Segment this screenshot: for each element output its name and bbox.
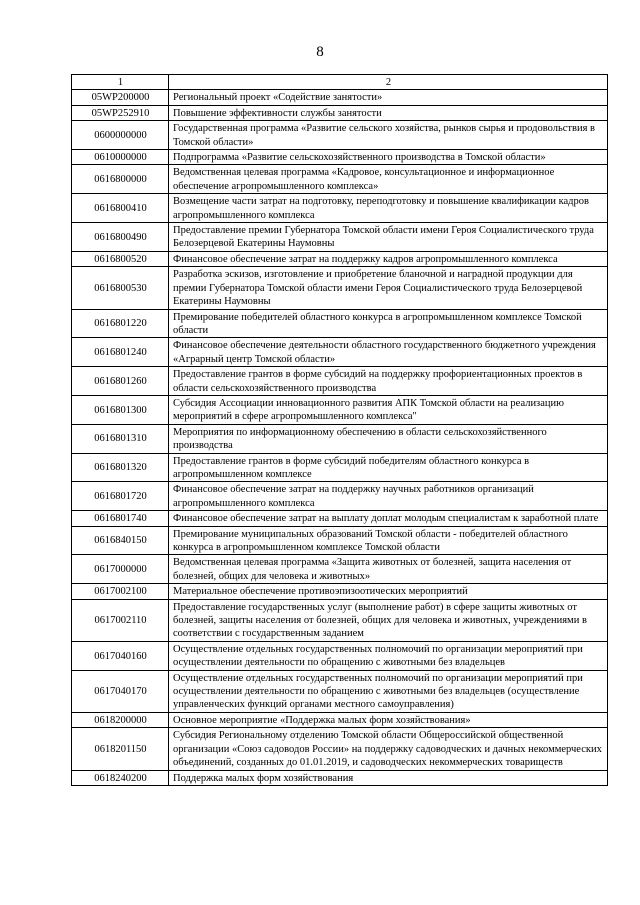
- table-header-row: [72, 75, 608, 90]
- row-code: 05WP200000: [72, 90, 169, 105]
- row-code: 0616840150: [72, 526, 169, 555]
- row-code: 0616801310: [72, 424, 169, 453]
- table-row: [72, 712, 608, 727]
- table-row: [72, 105, 608, 120]
- row-code: 05WP252910: [72, 105, 169, 120]
- row-name: Ведомственная целевая программа «Кадровое, консультационное и информационное обеспечение агропромышленного комплекса»: [169, 165, 608, 194]
- column-header-name: 2: [169, 75, 608, 90]
- row-code: 0616800530: [72, 267, 169, 309]
- row-name: Предоставление премии Губернатора Томской области имени Героя Социалистического труда Белозерцевой Екатерины Наумовны: [169, 223, 608, 252]
- row-name: Возмещение части затрат на подготовку, переподготовку и повышение квалификации кадров агропромышленного комплекса: [169, 194, 608, 223]
- row-code: 0617040160: [72, 641, 169, 670]
- row-name: Осуществление отдельных государственных полномочий по организации мероприятий при осуществлении деятельности по обращению с животными без владельцев: [169, 641, 608, 670]
- row-name: Ведомственная целевая программа «Защита животных от болезней, защита населения от болезней, общих для человека и животных»: [169, 555, 608, 584]
- table-row: [72, 194, 608, 223]
- table-row: [72, 453, 608, 482]
- row-code: 0600000000: [72, 121, 169, 150]
- table-row: [72, 223, 608, 252]
- row-name: Государственная программа «Развитие сельского хозяйства, рынков сырья и продовольствия в Томской области»: [169, 121, 608, 150]
- row-code: 0616800490: [72, 223, 169, 252]
- table-row: [72, 511, 608, 526]
- row-code: 0616801260: [72, 367, 169, 396]
- row-code: 0616800410: [72, 194, 169, 223]
- row-name: Мероприятия по информационному обеспечению в области сельскохозяйственного производства: [169, 424, 608, 453]
- table-row: [72, 555, 608, 584]
- budget-codes-table: [71, 74, 608, 786]
- row-name: Повышение эффективности службы занятости: [169, 105, 608, 120]
- row-name: Основное мероприятие «Поддержка малых форм хозяйствования»: [169, 712, 608, 727]
- table-row: [72, 599, 608, 641]
- table-row: [72, 482, 608, 511]
- column-header-code: 1: [72, 75, 169, 90]
- row-name: Разработка эскизов, изготовление и приобретение бланочной и наградной продукции для премии Губернатора Томской области имени Героя Социалистического труда Белозерцевой Екатерины Наумовны: [169, 267, 608, 309]
- row-name: Подпрограмма «Развитие сельскохозяйственного производства в Томской области»: [169, 150, 608, 165]
- row-code: 0616801320: [72, 453, 169, 482]
- table-row: [72, 395, 608, 424]
- row-code: 0616801220: [72, 309, 169, 338]
- row-name: Финансовое обеспечение затрат на поддержку кадров агропромышленного комплекса: [169, 251, 608, 266]
- row-code: 0617002100: [72, 584, 169, 599]
- row-name: Предоставление грантов в форме субсидий победителям областного конкурса в агропромышленном комплексе: [169, 453, 608, 482]
- table-row: [72, 526, 608, 555]
- row-name: Региональный проект «Содействие занятости»: [169, 90, 608, 105]
- table-row: [72, 165, 608, 194]
- row-code: 0616801300: [72, 395, 169, 424]
- row-code: 0616801740: [72, 511, 169, 526]
- row-code: 0618200000: [72, 712, 169, 727]
- row-name: Финансовое обеспечение затрат на выплату доплат молодым специалистам к заработной плате: [169, 511, 608, 526]
- table-row: [72, 338, 608, 367]
- table-row: [72, 309, 608, 338]
- row-code: 0616800000: [72, 165, 169, 194]
- row-name: Премирование победителей областного конкурса в агропромышленном комплексе Томской области: [169, 309, 608, 338]
- table-row: [72, 728, 608, 770]
- row-name: Осуществление отдельных государственных полномочий по организации мероприятий при осуществлении деятельности по обращению с животными без владельцев (осуществление управленческих функций органами местного самоуправления): [169, 670, 608, 712]
- table-row: [72, 670, 608, 712]
- row-name: Финансовое обеспечение затрат на поддержку научных работников организаций агропромышленного комплекса: [169, 482, 608, 511]
- row-name: Предоставление грантов в форме субсидий на поддержку профориентационных проектов в области сельскохозяйственного производства: [169, 367, 608, 396]
- table-row: [72, 584, 608, 599]
- row-code: 0618201150: [72, 728, 169, 770]
- table-row: [72, 641, 608, 670]
- row-code: 0616801720: [72, 482, 169, 511]
- table-row: [72, 367, 608, 396]
- row-name: Финансовое обеспечение деятельности областного государственного бюджетного учреждения «Аграрный центр Томской области»: [169, 338, 608, 367]
- table-row: [72, 150, 608, 165]
- table-row: [72, 424, 608, 453]
- row-code: 0616800520: [72, 251, 169, 266]
- row-code: 0617000000: [72, 555, 169, 584]
- row-name: Премирование муниципальных образований Томской области - победителей областного конкурса в агропромышленном комплексе Томской области: [169, 526, 608, 555]
- row-code: 0610000000: [72, 150, 169, 165]
- table-row: [72, 770, 608, 785]
- table-row: [72, 121, 608, 150]
- row-code: 0618240200: [72, 770, 169, 785]
- row-name: Материальное обеспечение противоэпизоотических мероприятий: [169, 584, 608, 599]
- row-name: Субсидия Ассоциации инновационного развития АПК Томской области на реализацию мероприятий в сфере агропромышленного комплекса": [169, 395, 608, 424]
- row-code: 0617040170: [72, 670, 169, 712]
- page-number: 8: [316, 44, 324, 60]
- row-name: Поддержка малых форм хозяйствования: [169, 770, 608, 785]
- table-row: [72, 251, 608, 266]
- row-name: Субсидия Региональному отделению Томской области Общероссийской общественной организации «Союз садоводов России» на поддержку садоводческих и дачных некоммерческих объединений, созданных до 01.01.2019, и садоводческих некоммерческих товариществ: [169, 728, 608, 770]
- table-row: [72, 267, 608, 309]
- row-code: 0617002110: [72, 599, 169, 641]
- row-name: Предоставление государственных услуг (выполнение работ) в сфере защиты животных от болезней, защиты населения от болезней, общих для человека и животных, учреждениями в соответствии с государственным заданием: [169, 599, 608, 641]
- table-row: [72, 90, 608, 105]
- row-code: 0616801240: [72, 338, 169, 367]
